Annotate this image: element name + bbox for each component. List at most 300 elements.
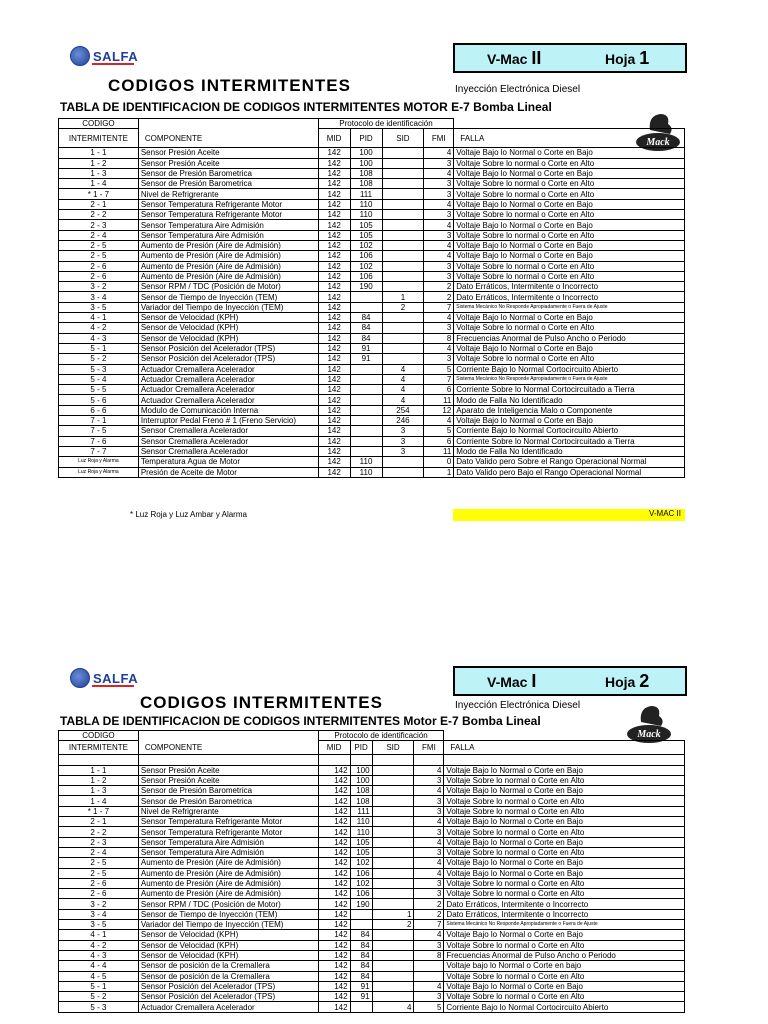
vmac-roman: I (531, 670, 537, 691)
header-sid: SID (372, 741, 414, 755)
cell-sid (382, 323, 424, 333)
cell-falla: Voltaje Bajo lo Normal o Corte en Bajo (454, 343, 685, 353)
table-row (59, 457, 685, 467)
header-componente: COMPONENTE (138, 129, 318, 148)
table-row (59, 940, 685, 950)
cell-falla: Voltaje Bajo lo Normal o Corte en Bajo (454, 313, 685, 323)
cell-fmi: 6 (424, 385, 454, 395)
table-row (59, 878, 685, 888)
cell-componente: Aumento de Presión (Aire de Admisión) (138, 858, 318, 868)
cell-pid: 105 (350, 837, 372, 847)
cell-sid (382, 271, 424, 281)
cell-sid (372, 950, 414, 960)
cell-componente: Actuador Cremallera Acelerador (138, 374, 318, 384)
cell-sid (382, 251, 424, 261)
cell-componente: Interruptor Pedal Freno # 1 (Freno Servicio) (138, 416, 318, 426)
cell-falla: Dato Erráticos, Intermitente o Incorrecto (444, 909, 685, 919)
cell-mid: 142 (318, 416, 350, 426)
cell-pid (350, 405, 382, 415)
cell-mid: 142 (318, 1002, 350, 1012)
cell-codigo: 1 - 4 (59, 796, 139, 806)
cell-componente: Sensor Presión Aceite (138, 148, 318, 158)
cell-codigo: 6 - 6 (59, 405, 139, 415)
cell-fmi: 3 (414, 847, 444, 857)
table-row (59, 899, 685, 909)
header-pid: PID (350, 741, 372, 755)
cell-pid (350, 1002, 372, 1012)
cell-fmi: 3 (424, 158, 454, 168)
table-row (59, 920, 685, 930)
cell-mid: 142 (318, 765, 350, 775)
cell-falla: Voltaje Bajo lo Normal o Corte en Bajo (444, 765, 685, 775)
cell-falla: Voltaje Sobre lo normal o Corte en Alto (444, 992, 685, 1002)
vmac-label: V-Mac (487, 673, 528, 690)
cell-sid: 254 (382, 405, 424, 415)
vmac-label: V-Mac (487, 50, 528, 67)
cell-sid (372, 765, 414, 775)
cell-mid: 142 (318, 981, 350, 991)
page-subtitle: Inyección Electrónica Diesel (455, 700, 581, 711)
vmac-roman: II (531, 47, 542, 68)
cell-fmi: 11 (424, 446, 454, 456)
table-row (59, 210, 685, 220)
cell-sid: 3 (382, 446, 424, 456)
cell-codigo: 2 - 4 (59, 230, 139, 240)
cell-fmi: 4 (414, 868, 444, 878)
table-row (59, 950, 685, 960)
cell-codigo: * 1 - 7 (59, 189, 139, 199)
cell-mid: 142 (318, 817, 350, 827)
cell-codigo: 1 - 4 (59, 179, 139, 189)
cell-pid (350, 416, 382, 426)
table-row (59, 261, 685, 271)
cell-codigo: * 1 - 7 (59, 806, 139, 816)
cell-sid: 4 (382, 364, 424, 374)
table-row (59, 446, 685, 456)
cell-fmi: 2 (414, 909, 444, 919)
cell-mid: 142 (318, 230, 350, 240)
cell-componente: Aumento de Presión (Aire de Admisión) (138, 261, 318, 271)
cell-codigo: 5 - 1 (59, 343, 139, 353)
cell-codigo: 3 - 4 (59, 292, 139, 302)
cell-sid (382, 261, 424, 271)
cell-componente: Aumento de Presión (Aire de Admisión) (138, 878, 318, 888)
salfa-logo (70, 668, 138, 688)
cell-mid: 142 (318, 251, 350, 261)
cell-codigo: 5 - 2 (59, 354, 139, 364)
cell-fmi: 7 (414, 920, 444, 930)
cell-codigo: 5 - 3 (59, 1002, 139, 1012)
cell-falla: Voltaje Bajo lo Normal o Corte en Bajo (454, 220, 685, 230)
cell-sid (382, 199, 424, 209)
page-title: CODIGOS INTERMITENTES (140, 693, 383, 712)
cell-fmi: 4 (414, 786, 444, 796)
cell-fmi: 8 (424, 333, 454, 343)
cell-pid: 84 (350, 961, 372, 971)
cell-sid (372, 971, 414, 981)
cell-falla: Voltaje Sobre lo normal o Corte en Alto (444, 889, 685, 899)
cell-falla: Voltaje Sobre lo normal o Corte en Alto (444, 796, 685, 806)
cell-mid: 142 (318, 909, 350, 919)
cell-falla: Aparato de Inteligencia Malo o Componente (454, 405, 685, 415)
cell-fmi: 4 (424, 148, 454, 158)
cell-mid: 142 (318, 395, 350, 405)
table-row (59, 313, 685, 323)
cell-mid: 142 (318, 354, 350, 364)
table-row (59, 230, 685, 240)
cell-pid: 100 (350, 148, 382, 158)
footer-vmac: V-MAC II (453, 509, 685, 521)
cell-fmi: 7 (424, 302, 454, 312)
cell-componente: Actuador Cremallera Acelerador (138, 1002, 318, 1012)
cell-falla: Dato Valido pero Sobre el Rango Operacional Normal (454, 457, 685, 467)
table-row (59, 436, 685, 446)
table-row (59, 148, 685, 158)
cell-pid: 111 (350, 806, 372, 816)
table-row (59, 323, 685, 333)
header-fmi: FMI (424, 129, 454, 148)
cell-fmi: 4 (414, 837, 444, 847)
cell-codigo: 2 - 6 (59, 271, 139, 281)
cell-codigo: 2 - 5 (59, 858, 139, 868)
table-row (59, 930, 685, 940)
cell-falla: Voltaje Bajo lo Normal o Corte en Bajo (444, 837, 685, 847)
cell-sid (382, 179, 424, 189)
cell-codigo: 2 - 5 (59, 251, 139, 261)
cell-falla: Voltaje Sobre lo normal o Corte en Alto (454, 271, 685, 281)
cell-codigo: 2 - 1 (59, 199, 139, 209)
cell-mid: 142 (318, 302, 350, 312)
cell-pid: 110 (350, 210, 382, 220)
cell-sid (372, 775, 414, 785)
cell-componente: Sensor Temperatura Aire Admisión (138, 837, 318, 847)
cell-pid: 91 (350, 992, 372, 1002)
table-row (59, 971, 685, 981)
cell-mid: 142 (318, 261, 350, 271)
cell-fmi: 3 (424, 189, 454, 199)
cell-falla: Sistema Mecánico No Responde Apropiadamente o Fuera de Ajuste (444, 920, 685, 930)
cell-componente: Sensor Cremallera Acelerador (138, 426, 318, 436)
cell-sid (372, 961, 414, 971)
cell-fmi (414, 971, 444, 981)
cell-mid: 142 (318, 189, 350, 199)
cell-pid: 84 (350, 930, 372, 940)
cell-codigo: 1 - 2 (59, 775, 139, 785)
cell-pid: 105 (350, 847, 372, 857)
header-mid: MID (318, 129, 350, 148)
table-row (59, 868, 685, 878)
cell-sid (382, 148, 424, 158)
cell-falla: Voltaje Sobre lo normal o Corte en Alto (454, 261, 685, 271)
cell-fmi: 0 (424, 457, 454, 467)
cell-componente: Presión de Aceite de Motor (138, 467, 318, 477)
cell-pid: 102 (350, 261, 382, 271)
cell-componente: Sensor Temperatura Refrigerante Motor (138, 827, 318, 837)
cell-fmi: 3 (424, 354, 454, 364)
cell-falla: Frecuencias Anormal de Pulso Ancho o Periodo (454, 333, 685, 343)
cell-mid: 142 (318, 971, 350, 981)
cell-sid (382, 467, 424, 477)
cell-pid: 110 (350, 467, 382, 477)
cell-sid: 1 (382, 292, 424, 302)
cell-codigo: 5 - 4 (59, 374, 139, 384)
cell-fmi: 4 (414, 765, 444, 775)
cell-pid (350, 909, 372, 919)
cell-falla: Frecuencias Anormal de Pulso Ancho o Periodo (444, 950, 685, 960)
cell-componente: Sensor de Presión Barometrica (138, 179, 318, 189)
cell-mid: 142 (318, 364, 350, 374)
cell-mid: 142 (318, 405, 350, 415)
svg-text:Mack: Mack (646, 137, 670, 148)
cell-codigo: 7 - 7 (59, 446, 139, 456)
cell-componente: Sensor de Presión Barometrica (138, 168, 318, 178)
table-row (59, 416, 685, 426)
cell-codigo: 3 - 5 (59, 920, 139, 930)
cell-fmi: 4 (424, 168, 454, 178)
logo-underline (92, 63, 134, 65)
cell-falla: Sistema Mecánico No Responde Apropiadamente o Fuera de Ajuste (454, 302, 685, 312)
cell-sid (372, 837, 414, 847)
cell-fmi: 3 (424, 271, 454, 281)
cell-fmi: 3 (414, 796, 444, 806)
cell-sid: 2 (372, 920, 414, 930)
cell-mid: 142 (318, 878, 350, 888)
globe-icon (70, 668, 90, 688)
cell-pid: 110 (350, 199, 382, 209)
header-protocolo: Protocolo de identificación (318, 119, 454, 129)
cell-componente: Aumento de Presión (Aire de Admisión) (138, 271, 318, 281)
cell-pid (350, 395, 382, 405)
cell-sid: 4 (372, 1002, 414, 1012)
cell-codigo: 5 - 6 (59, 395, 139, 405)
cell-pid: 84 (350, 971, 372, 981)
cell-componente: Nivel de Refrigrerante (138, 189, 318, 199)
cell-codigo: 4 - 4 (59, 961, 139, 971)
cell-fmi: 12 (424, 405, 454, 415)
cell-componente: Sensor de Velocidad (KPH) (138, 940, 318, 950)
cell-sid (382, 220, 424, 230)
cell-componente: Aumento de Presión (Aire de Admisión) (138, 240, 318, 250)
cell-codigo: 3 - 5 (59, 302, 139, 312)
cell-pid: 100 (350, 158, 382, 168)
cell-mid: 142 (318, 457, 350, 467)
header-intermitente: INTERMITENTE (59, 741, 139, 755)
table-row (59, 837, 685, 847)
cell-falla: Voltaje Sobre lo normal o Corte en Alto (444, 827, 685, 837)
cell-sid: 4 (382, 374, 424, 384)
header-codigo: CODIGO (59, 119, 139, 129)
cell-fmi: 2 (414, 899, 444, 909)
cell-falla: Voltaje Bajo lo Normal o Corte en Bajo (444, 930, 685, 940)
cell-mid: 142 (318, 313, 350, 323)
cell-fmi: 5 (414, 1002, 444, 1012)
cell-fmi: 3 (414, 806, 444, 816)
cell-codigo: 4 - 3 (59, 950, 139, 960)
cell-componente: Sensor Presión Aceite (138, 775, 318, 785)
cell-componente: Sensor de Velocidad (KPH) (138, 313, 318, 323)
cell-pid (350, 364, 382, 374)
cell-mid: 142 (318, 920, 350, 930)
cell-falla: Corriente Sobre lo Normal Cortocircuitado a Tierra (454, 385, 685, 395)
cell-pid: 84 (350, 950, 372, 960)
table-row (59, 889, 685, 899)
cell-falla: Voltaje Sobre lo normal o Corte en Alto (454, 210, 685, 220)
cell-pid: 84 (350, 333, 382, 343)
cell-falla: Voltaje Sobre lo normal o Corte en Alto (454, 354, 685, 364)
cell-mid: 142 (318, 847, 350, 857)
cell-mid: 142 (318, 786, 350, 796)
cell-codigo: 7 - 5 (59, 426, 139, 436)
cell-componente: Sensor de Presión Barometrica (138, 786, 318, 796)
table-row (59, 817, 685, 827)
cell-codigo: 4 - 5 (59, 971, 139, 981)
cell-falla: Voltaje Sobre lo normal o Corte en Alto (444, 847, 685, 857)
cell-mid: 142 (318, 889, 350, 899)
cell-codigo: 1 - 2 (59, 158, 139, 168)
table-row (59, 240, 685, 250)
header-mid: MID (318, 741, 350, 755)
cell-componente: Sensor Temperatura Aire Admisión (138, 847, 318, 857)
header-codigo: CODIGO (59, 731, 139, 741)
table-row (59, 168, 685, 178)
cell-falla: Voltaje Bajo lo Normal o Corte en Bajo (444, 868, 685, 878)
header-protocolo: Protocolo de identificación (318, 731, 444, 741)
cell-pid (350, 426, 382, 436)
cell-falla: Dato Erráticos, Intermitente o Incorrecto (454, 292, 685, 302)
cell-codigo: 4 - 1 (59, 313, 139, 323)
salfa-logo (70, 46, 138, 66)
table-row (59, 405, 685, 415)
logo-underline (92, 685, 134, 687)
table-row (59, 775, 685, 785)
cell-mid: 142 (318, 168, 350, 178)
cell-fmi: 11 (424, 395, 454, 405)
cell-mid: 142 (318, 806, 350, 816)
cell-mid: 142 (318, 930, 350, 940)
vmac-box (453, 43, 687, 73)
cell-mid: 142 (318, 220, 350, 230)
cell-falla: Voltaje Bajo lo Normal o Corte en Bajo (444, 817, 685, 827)
cell-sid (372, 786, 414, 796)
cell-fmi: 3 (414, 889, 444, 899)
cell-pid: 91 (350, 343, 382, 353)
cell-sid (382, 457, 424, 467)
cell-componente: Sensor Cremallera Acelerador (138, 446, 318, 456)
cell-falla: Dato Erráticos, Intermitente o Incorrecto (454, 282, 685, 292)
cell-componente: Nivel de Refrigrerante (138, 806, 318, 816)
cell-sid (372, 858, 414, 868)
cell-pid: 110 (350, 817, 372, 827)
table-row (59, 385, 685, 395)
cell-sid (382, 282, 424, 292)
cell-falla: Voltaje Sobre lo normal o Corte en Alto (454, 158, 685, 168)
cell-fmi: 3 (414, 775, 444, 785)
cell-mid: 142 (318, 775, 350, 785)
table-row (59, 1002, 685, 1012)
cell-falla: Voltaje Sobre lo normal o Corte en Alto (454, 323, 685, 333)
cell-codigo: 5 - 2 (59, 992, 139, 1002)
cell-componente: Sensor de Velocidad (KPH) (138, 323, 318, 333)
cell-falla: Voltaje Sobre lo normal o Corte en Alto (454, 179, 685, 189)
table-row (59, 992, 685, 1002)
cell-mid: 142 (318, 323, 350, 333)
cell-falla: Voltaje Sobre lo normal o Corte en Alto (444, 878, 685, 888)
table-row (59, 179, 685, 189)
cell-codigo: 3 - 4 (59, 909, 139, 919)
cell-pid (350, 446, 382, 456)
cell-componente: Sensor Posición del Acelerador (TPS) (138, 354, 318, 364)
cell-mid: 142 (318, 837, 350, 847)
logo-text: SALFA (93, 48, 139, 64)
cell-fmi: 8 (414, 950, 444, 960)
cell-sid (372, 806, 414, 816)
cell-componente: Sensor Temperatura Aire Admisión (138, 230, 318, 240)
table-row (59, 858, 685, 868)
cell-falla: Voltaje Sobre lo normal o Corte en Alto (444, 806, 685, 816)
cell-fmi: 4 (424, 251, 454, 261)
cell-componente: Sensor Temperatura Refrigerante Motor (138, 199, 318, 209)
cell-sid: 4 (382, 395, 424, 405)
cell-falla: Corriente Bajo lo Normal Cortocircuito Abierto (454, 364, 685, 374)
cell-pid: 102 (350, 858, 372, 868)
cell-componente: Actuador Cremallera Acelerador (138, 364, 318, 374)
cell-fmi: 1 (424, 467, 454, 477)
cell-sid (372, 899, 414, 909)
cell-fmi: 3 (414, 827, 444, 837)
cell-codigo: 2 - 6 (59, 878, 139, 888)
cell-pid: 190 (350, 899, 372, 909)
cell-sid (372, 930, 414, 940)
cell-componente: Sensor de Tiempo de Inyección (TEM) (138, 292, 318, 302)
cell-falla: Voltaje Bajo lo Normal o Corte en Bajo (454, 168, 685, 178)
cell-pid (350, 436, 382, 446)
cell-pid: 190 (350, 282, 382, 292)
cell-pid: 106 (350, 271, 382, 281)
cell-codigo: 2 - 6 (59, 261, 139, 271)
table-row (59, 909, 685, 919)
cell-sid: 246 (382, 416, 424, 426)
cell-sid (372, 981, 414, 991)
header-falla: FALLA (444, 741, 685, 755)
cell-codigo: 5 - 1 (59, 981, 139, 991)
cell-codigo: 2 - 5 (59, 240, 139, 250)
header-componente: COMPONENTE (138, 741, 318, 755)
cell-mid: 142 (318, 271, 350, 281)
cell-codigo: 7 - 6 (59, 436, 139, 446)
cell-fmi: 4 (414, 981, 444, 991)
cell-falla: Voltaje Bajo lo Normal o Corte en Bajo (454, 148, 685, 158)
table-row (59, 827, 685, 837)
cell-codigo: 1 - 1 (59, 765, 139, 775)
cell-pid: 106 (350, 251, 382, 261)
cell-fmi: 6 (424, 436, 454, 446)
table-row (59, 765, 685, 775)
page-subtitle: Inyección Electrónica Diesel (455, 84, 581, 95)
table-title: TABLA DE IDENTIFICACION DE CODIGOS INTERMITENTES MOTOR E-7 Bomba Lineal (60, 100, 552, 114)
cell-mid: 142 (318, 282, 350, 292)
cell-sid (372, 827, 414, 837)
cell-pid (350, 385, 382, 395)
cell-pid: 108 (350, 179, 382, 189)
cell-codigo: 7 - 1 (59, 416, 139, 426)
table-title: TABLA DE IDENTIFICACION DE CODIGOS INTERMITENTES Motor E-7 Bomba Lineal (60, 714, 541, 728)
cell-falla: Voltaje Bajo lo Normal o Corte en Bajo (454, 251, 685, 261)
cell-pid: 110 (350, 457, 382, 467)
cell-codigo: 2 - 5 (59, 868, 139, 878)
cell-componente: Sensor Temperatura Refrigerante Motor (138, 210, 318, 220)
cell-pid (350, 374, 382, 384)
cell-codigo: 3 - 2 (59, 899, 139, 909)
